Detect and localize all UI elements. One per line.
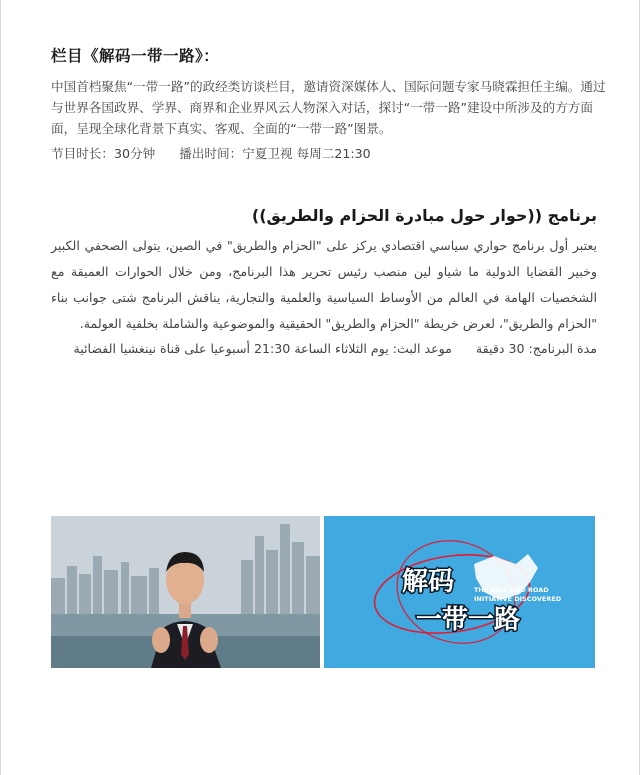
arabic-airtime: موعد البث: يوم الثلاثاء الساعة 21:30 أسبوعيا على قناة نينغشيا الفضائية: [73, 341, 452, 356]
chinese-schedule: [51, 143, 611, 164]
chinese-section: [51, 44, 611, 164]
host-photo-illustration: [51, 516, 320, 668]
program-logo-panel: [324, 516, 595, 668]
host-photo: [51, 516, 320, 668]
arabic-title: برنامج ((حوار حول مبادرة الحزام والطريق)): [251, 206, 597, 225]
program-logo: [324, 516, 595, 668]
page-left-border: [0, 0, 1, 775]
arabic-section: [51, 206, 597, 361]
arabic-schedule: [51, 337, 597, 361]
logo-subtitle-line2: INITIATIVE DISCOVERED: [474, 595, 562, 603]
chinese-airtime: 播出时间：宁夏卫视 每周二21:30: [179, 146, 371, 161]
logo-subtitle-line1: THE BELT AND ROAD: [474, 586, 549, 594]
arabic-duration: مدة البرنامج: 30 دقيقة: [475, 341, 597, 356]
chinese-duration: 节目时长：30分钟: [51, 146, 156, 161]
chinese-title: 栏目《解码一带一路》：: [51, 47, 220, 65]
chinese-description: 中国首档聚焦“一带一路”的政经类访谈栏目，邀请资深媒体人、国际问题专家马晓霖担任主编。通过与世界各国政界、学界、商界和企业界风云人物深入对话，探讨“一带一路”建设中所涉及的方方面面，呈现全球化背景下真实、客观、全面的“一带一路”图景。: [51, 79, 606, 136]
arabic-description: يعتبر أول برنامج حواري سياسي اقتصادي يركز على "الحزام والطريق" في الصين، يتولى الصحفي الكبير وخبير القضايا الدولية ما شياو لين منصب رئيس تحرير هذا البرنامج، ومن خلال الحوارات العميقة مع الشخصيات الهامة في العالم من الأوساط السياسية والعلمية والتجارية، يناقش البرنامج شتى جوانب بناء "الحزام والطريق"، لعرض خريطة "الحزام والطريق" الحقيقية والموضوعية والشاملة بخلفية العولمة.: [51, 238, 597, 331]
logo-title-line1: 解码: [402, 567, 455, 597]
logo-title-line2: 一带一路: [416, 605, 521, 635]
